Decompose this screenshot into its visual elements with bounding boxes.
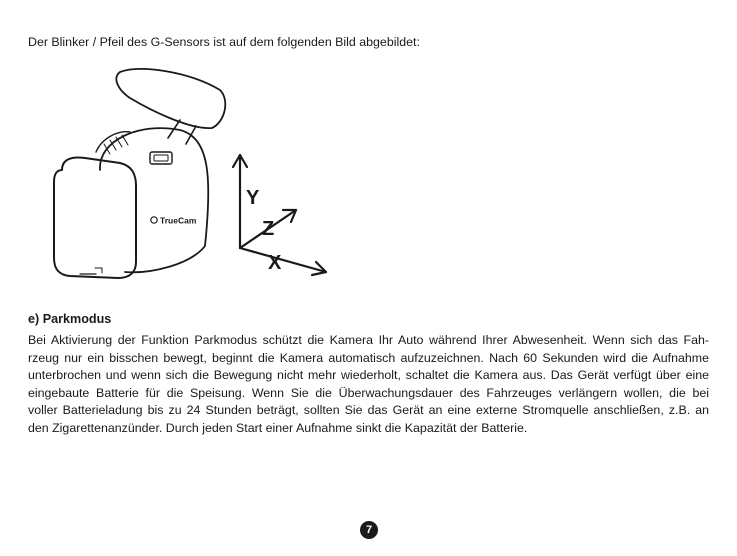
axis-labels — [246, 187, 282, 274]
section-heading: e) Parkmodus — [28, 312, 112, 326]
dashcam-illustration — [54, 69, 225, 278]
paragraph-line: unterbrochen und wenn sich die Bewegung nicht mehr wiederholt, schaltet die Kamera aus. Das Gerät verfügt über eine — [28, 368, 709, 382]
y-axis-label: Y — [246, 187, 260, 209]
truecam-logo — [151, 216, 197, 226]
page-number-badge: 7 — [360, 521, 378, 539]
paragraph-line: Bei Aktivierung der Funktion Parkmodus schützt die Kamera Ihr Auto während Ihrer Abwesenheit. Wenn sich das Fah- — [28, 333, 709, 347]
brand-logo-text: TrueCam — [160, 215, 197, 226]
section-paragraph — [28, 332, 709, 437]
g-sensor-figure — [40, 60, 340, 285]
paragraph-line: rzeug nur ein bisschen bewegt, beginnt die Kamera automatisch aufzuzeichnen. Nach 60 Sekunden wird die Aufnahme — [28, 350, 709, 365]
paragraph-line: eingebaute Batterie für die Speisung. Wenn Sie die Überwachungsdauer des Fahrzeuges verlängern wollen, die bei — [28, 385, 709, 400]
x-axis-label: X — [268, 252, 282, 274]
z-axis-label: Z — [262, 218, 275, 240]
intro-text: Der Blinker / Pfeil des G-Sensors ist auf dem folgenden Bild abgebildet: — [28, 35, 420, 49]
x-axis-arrow — [240, 248, 326, 272]
paragraph-line: voller Batterieladung bis zu 24 Stunden beträgt, sollten Sie das Gerät an eine externe Stromquelle anschließen, z.B. an — [28, 403, 709, 417]
paragraph-line: den Zigarettenanzünder. Durch jeden Start einer Aufnahme sinkt die Kapazität der Batterie. — [28, 420, 528, 435]
